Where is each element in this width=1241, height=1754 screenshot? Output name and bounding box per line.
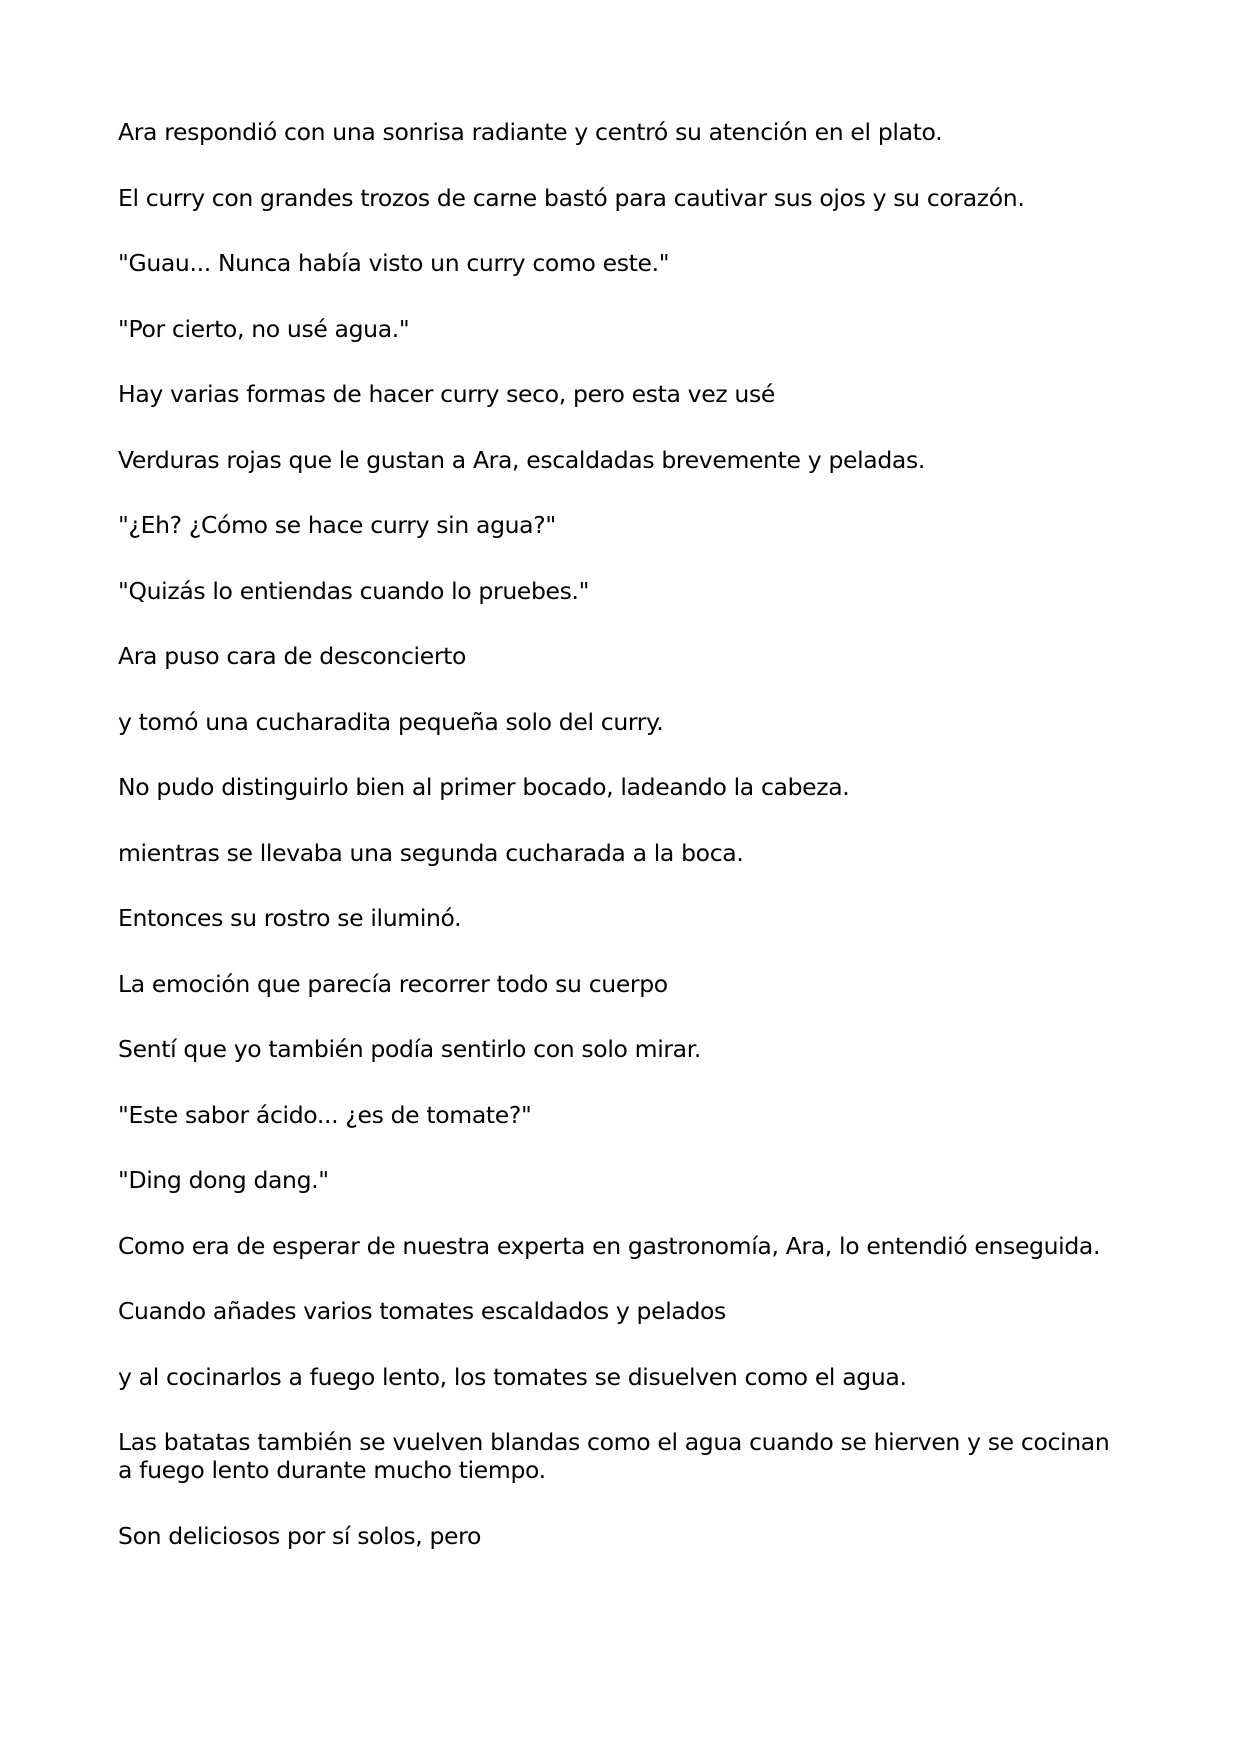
text-body — [118, 118, 1128, 1587]
paragraph: Hay varias formas de hacer curry seco, pero esta vez usé — [118, 380, 775, 408]
paragraph: Las batatas también se vuelven blandas como el agua cuando se hierven y se cocinan a fuego lento durante mucho tiempo. — [118, 1428, 1110, 1484]
paragraph: "Ding dong dang." — [118, 1166, 329, 1194]
paragraph: Verduras rojas que le gustan a Ara, escaldadas brevemente y peladas. — [118, 445, 925, 474]
paragraph: "Este sabor ácido... ¿es de tomate?" — [118, 1100, 532, 1129]
paragraph: Son deliciosos por sí solos, pero — [118, 1521, 481, 1550]
paragraph: "Por cierto, no usé agua." — [118, 314, 410, 343]
paragraph: y tomó una cucharadita pequeña solo del curry. — [118, 707, 664, 736]
paragraph: La emoción que parecía recorrer todo su cuerpo — [118, 969, 668, 998]
paragraph: "Quizás lo entiendas cuando lo pruebes." — [118, 576, 590, 605]
paragraph: Cuando añades varios tomates escaldados y pelados — [118, 1297, 726, 1325]
paragraph: El curry con grandes trozos de carne bastó para cautivar sus ojos y su corazón. — [118, 183, 1025, 212]
paragraph: Sentí que yo también podía sentirlo con solo mirar. — [118, 1035, 702, 1063]
paragraph: No pudo distinguirlo bien al primer bocado, ladeando la cabeza. — [118, 773, 850, 801]
paragraph: "Guau... Nunca había visto un curry como este." — [118, 249, 670, 277]
paragraph: y al cocinarlos a fuego lento, los tomates se disuelven como el agua. — [118, 1362, 907, 1391]
paragraph: Ara puso cara de desconcierto — [118, 642, 467, 670]
paragraph: "¿Eh? ¿Cómo se hace curry sin agua?" — [118, 511, 556, 539]
paragraph: mientras se llevaba una segunda cucharada a la boca. — [118, 838, 744, 867]
paragraph: Entonces su rostro se iluminó. — [118, 904, 462, 932]
paragraph: Como era de esperar de nuestra experta en gastronomía, Ara, lo entendió enseguida. — [118, 1231, 1101, 1260]
paragraph: Ara respondió con una sonrisa radiante y centró su atención en el plato. — [118, 118, 943, 146]
